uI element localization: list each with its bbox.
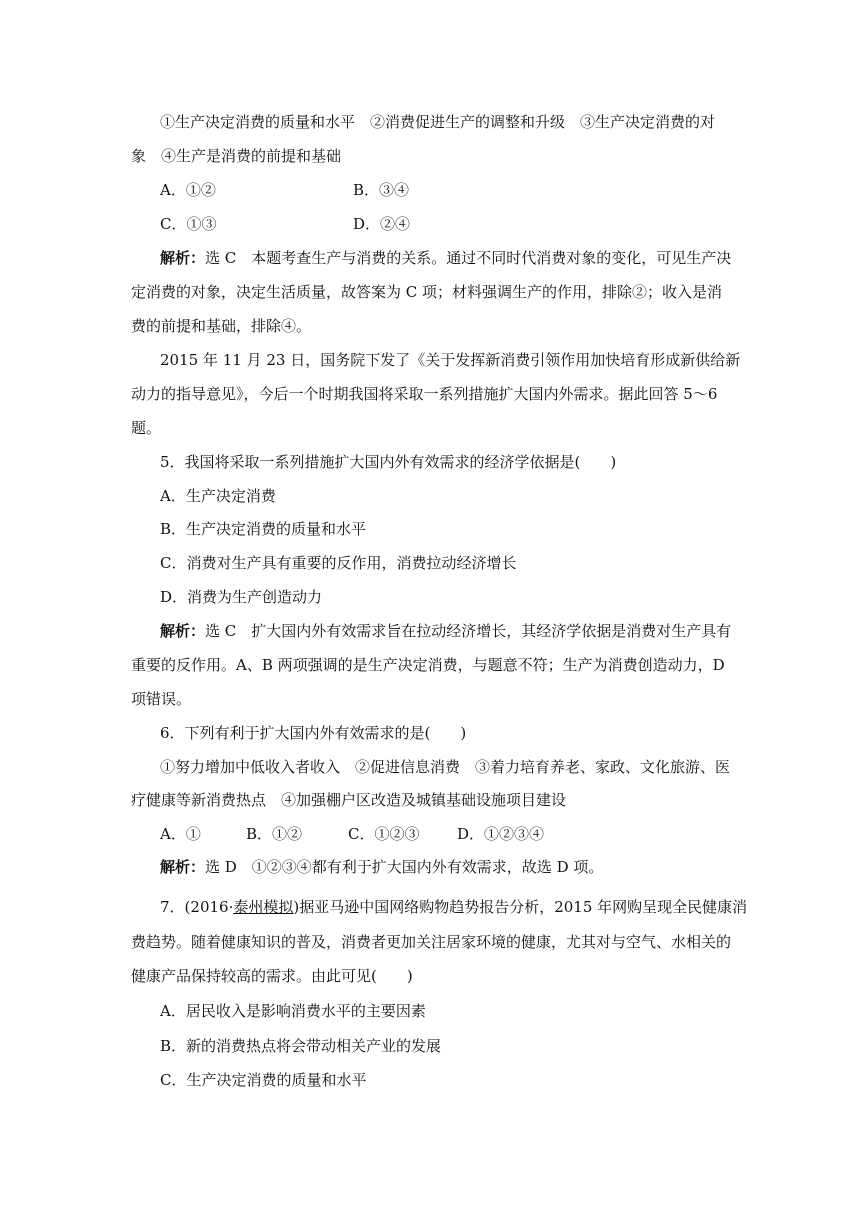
q6-statements-line2: 疗健康等新消费热点 ④加强棚户区改造及城镇基础设施项目建设 xyxy=(131,791,567,809)
q6-stem: 6．下列有利于扩大国内外有效需求的是( ) xyxy=(160,724,467,742)
q6-option-c: C．①②③ xyxy=(348,825,420,843)
q5-analysis-text: 选 C 扩大国内外有效需求旨在拉动经济增长，其经济学依据是消费对生产具有 xyxy=(205,622,732,640)
q4-option-d: D．②④ xyxy=(353,215,411,233)
q5-option-a: A．生产决定消费 xyxy=(160,487,276,505)
q5-analysis-line3: 项错误。 xyxy=(131,690,192,708)
q4-option-b: B．③④ xyxy=(353,181,410,199)
q4-option-c: C．①③ xyxy=(160,215,217,233)
analysis-label: 解析： xyxy=(160,858,206,876)
q4-analysis-text: 选 C 本题考查生产与消费的关系。通过不同时代消费对象的变化，可见生产决 xyxy=(205,249,732,267)
q7-stem-prefix: 7．(2016· xyxy=(160,898,234,916)
material-line1: 2015 年 11 月 23 日，国务院下发了《关于发挥新消费引领作用加快培育形成新供给新 xyxy=(160,351,741,369)
q6-statements-line1: ①努力增加中低收入者收入 ②促进信息消费 ③着力培育养老、家政、文化旅游、医 xyxy=(160,758,731,776)
q6-analysis-line1 xyxy=(160,857,760,877)
material-line2: 动力的指导意见》，今后一个时期我国将采取一系列措施扩大国内外需求。据此回答 5～6 xyxy=(131,385,718,403)
q5-option-b: B．生产决定消费的质量和水平 xyxy=(160,520,367,538)
q7-stem-line3: 健康产品保持较高的需求。由此可见( ) xyxy=(131,967,413,985)
q6-option-a: A．① xyxy=(160,825,201,843)
q4-statements-line1: ①生产决定消费的质量和水平 ②消费促进生产的调整和升级 ③生产决定消费的对 xyxy=(160,113,716,131)
q5-analysis-line1 xyxy=(160,621,760,641)
q6-option-b: B．①② xyxy=(246,825,303,843)
q4-statements-line2: 象 ④生产是消费的前提和基础 xyxy=(131,147,342,165)
q4-analysis-line2: 定消费的对象，决定生活质量，故答案为 C 项；材料强调生产的作用，排除②；收入是消 xyxy=(131,283,723,301)
q6-option-d: D．①②③④ xyxy=(457,825,545,843)
analysis-label: 解析： xyxy=(160,249,206,267)
q5-option-d: D．消费为生产创造动力 xyxy=(160,588,323,606)
q4-option-a: A．①② xyxy=(160,181,216,199)
q4-analysis-line1 xyxy=(160,248,760,268)
q5-stem: 5．我国将采取一系列措施扩大国内外有效需求的经济学依据是( ) xyxy=(160,453,617,471)
material-line3: 题。 xyxy=(131,419,162,437)
q7-option-c: C．生产决定消费的质量和水平 xyxy=(160,1071,367,1089)
q7-option-a: A．居民收入是影响消费水平的主要因素 xyxy=(160,1002,426,1020)
q7-source-link[interactable]: 泰州模拟 xyxy=(233,898,294,916)
q6-analysis-text: 选 D ①②③④都有利于扩大国内外有效需求，故选 D 项。 xyxy=(205,858,604,876)
analysis-label: 解析： xyxy=(160,622,206,640)
q4-analysis-line3: 费的前提和基础，排除④。 xyxy=(131,317,312,335)
q5-option-c: C．消费对生产具有重要的反作用，消费拉动经济增长 xyxy=(160,554,517,572)
q7-stem-line2: 费趋势。随着健康知识的普及，消费者更加关注居家环境的健康，尤其对与空气、水相关的 xyxy=(131,933,732,951)
q5-analysis-line2: 重要的反作用。A、B 两项强调的是生产决定消费，与题意不符；生产为消费创造动力，D xyxy=(131,656,725,674)
q7-option-b: B．新的消费热点将会带动相关产业的发展 xyxy=(160,1037,442,1055)
q7-stem-rest: )据亚马逊中国网络购物趋势报告分析，2015 年网购呈现全民健康消 xyxy=(293,898,748,916)
q7-stem-line1 xyxy=(160,897,760,917)
